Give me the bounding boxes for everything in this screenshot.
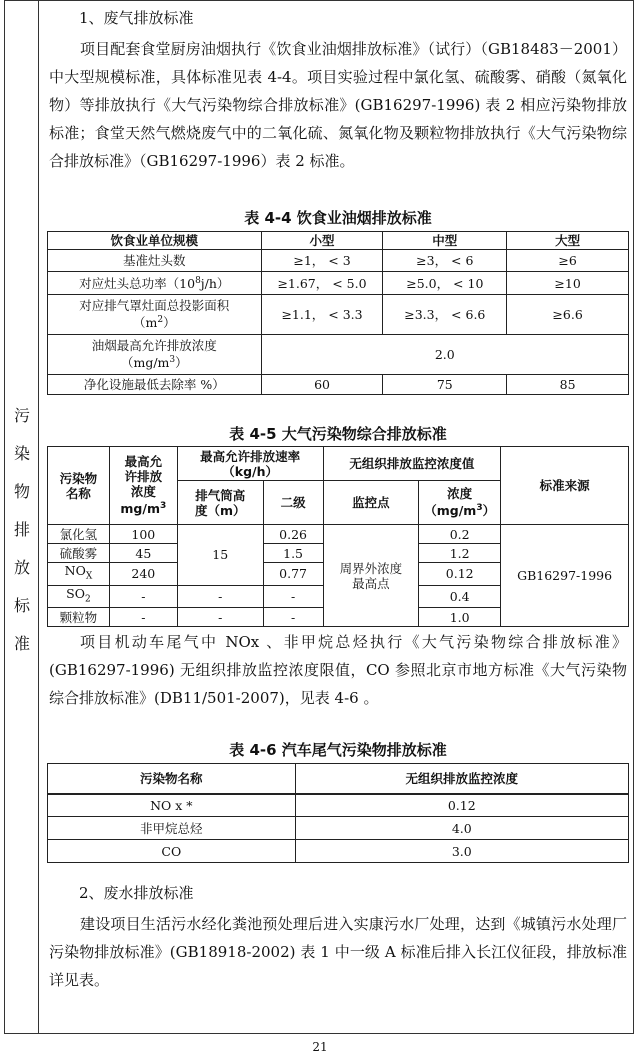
- table-row: $NO_X$ 240 0.77 0.12: [48, 563, 629, 586]
- t44-h-small: 小型: [261, 232, 383, 250]
- table45: [47, 446, 629, 627]
- document-frame: [4, 0, 634, 1034]
- table-row: 非甲烷总烃 4.0: [48, 817, 629, 840]
- t46-h-name: 污染物名称: [48, 764, 296, 794]
- table46: [47, 763, 629, 863]
- section2-paragraph: 建设项目生活污水经化粪池预处理后进入实康污水厂处理，达到《城镇污水处理厂污染物排放标准》(GB18918-2002) 表 1 中一级 A 标准后排入长江仪征段，排放标准详见表。: [49, 915, 627, 989]
- table-row: CO 3.0: [48, 840, 629, 863]
- table-row: 颗粒物 - - - 1.0: [48, 608, 629, 627]
- table45-caption: 表 4-5 大气污染物综合排放标准: [229, 425, 447, 443]
- table44: [47, 231, 629, 395]
- table-row: 对应排气罩灶面总投影面积 $(m^2)$ ≥1.1， < 3.3 ≥3.3， < 6.6 ≥6.6: [48, 295, 629, 335]
- t45-h-rate: 最高允许排放速率 （kg/h）: [177, 447, 323, 481]
- table44-caption: 表 4-4 饮食业油烟排放标准: [244, 209, 432, 227]
- t44-h-large: 大型: [507, 232, 629, 250]
- paragraph2: 项目机动车尾气中 NOx 、非甲烷总烃执行《大气污染物综合排放标准》(GB16297-1996) 无组织排放监控浓度限值，CO 参照北京市地方标准《大气污染物综合排放标准》(DB11/501-2007)，见表 4-6 。: [49, 633, 627, 707]
- t45-h-fugitive: 无组织排放监控浓度值: [323, 447, 501, 481]
- t45-source: GB16297-1996: [501, 525, 629, 627]
- table-row: 对应灶头总功率$(10^8j/h)$ ≥1.67， < 5.0 ≥5.0， < 10 ≥10: [48, 272, 629, 295]
- t45-h-level2: 二级: [263, 481, 323, 525]
- table-row: NO x * 0.12: [48, 794, 629, 817]
- table46-caption: 表 4-6 汽车尾气污染物排放标准: [229, 741, 447, 759]
- t45-monitor-point: 周界外浓度 最高点: [323, 525, 419, 627]
- t45-h-stack: 排气筒高 度（m）: [177, 481, 263, 525]
- t45-h-fug-conc: 浓度 $(mg/m^3)$: [419, 481, 501, 525]
- table-row: 基准灶头数 ≥1， < 3 ≥3， < 6 ≥6: [48, 250, 629, 272]
- table-row: 油烟最高允许排放浓度 $(mg/m^3)$ 2.0: [48, 335, 629, 375]
- t45-h-conc: 最高允 许排放 浓度 $mg/m^3$: [109, 447, 177, 525]
- table-row: 氯化氢 100 15 0.26 周界外浓度 最高点 0.2 GB16297-1996: [48, 525, 629, 544]
- t45-h-point: 监控点: [323, 481, 419, 525]
- table-row: 硫酸雾 45 1.5 1.2: [48, 544, 629, 563]
- t46-h-value: 无组织排放监控浓度: [295, 764, 628, 794]
- section1-heading: 1、废气排放标准: [79, 9, 194, 27]
- section2-heading: 2、废水排放标准: [79, 884, 194, 902]
- side-label-column: [5, 1, 39, 1033]
- table45-header-row1: [48, 447, 629, 481]
- t44-h-scale: 饮食业单位规模: [48, 232, 262, 250]
- section1-paragraph: 项目配套食堂厨房油烟执行《饮食业油烟排放标准》（试行）（GB18483－2001）中大型规模标准，具体标准见表 4-4。项目实验过程中氯化氢、硫酸雾、硝酸（氮氧化物）等排放执行《大气污染物综合排放标准》(GB16297-1996) 表 2 相应污染物排放标准；食堂天然气燃烧废气中的二氧化硫、氮氧化物及颗粒物排放执行《大气污染物综合排放标准》（GB16297-1996）表 2 标准。: [49, 40, 627, 170]
- t45-h-pollutant: 污染物 名称: [48, 447, 110, 525]
- table-row: $SO_2$ - - - 0.4: [48, 585, 629, 608]
- t44-h-medium: 中型: [383, 232, 507, 250]
- page-number: 21: [312, 1040, 328, 1054]
- t45-stack-height: 15: [177, 525, 263, 586]
- t45-h-source: 标准来源: [501, 447, 629, 525]
- side-label: 污 染 物 排 放 标 准: [13, 406, 30, 653]
- table44-header: [48, 232, 629, 250]
- table46-header: [48, 764, 629, 794]
- table-row: 净化设施最低去除率 %） 60 75 85: [48, 375, 629, 395]
